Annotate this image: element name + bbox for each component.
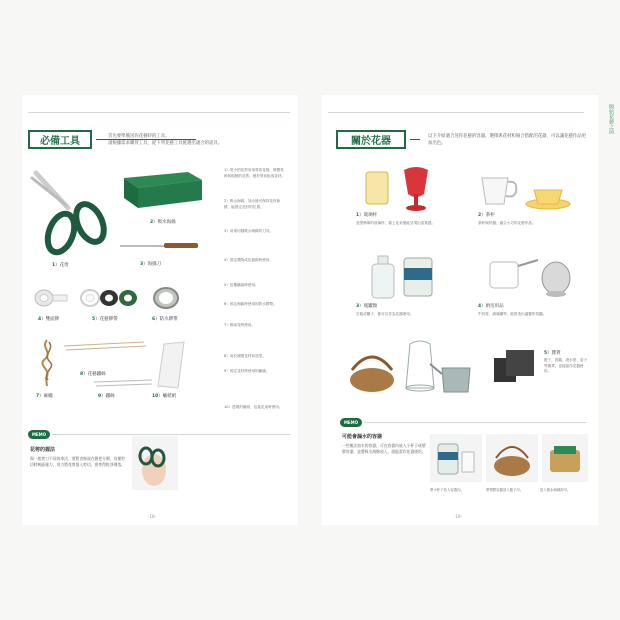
double-sided-tape-illustration (34, 287, 70, 309)
tool-label-6: 6）防水膠帶 (152, 317, 178, 322)
container-note-3: 空瓶或罐子，都可以作為花器使用。 (356, 312, 414, 316)
left-memo-tag: MEMO (28, 430, 50, 439)
tool-label-3: 3）海綿刀 (140, 262, 162, 267)
floral-foam-illustration (118, 168, 206, 210)
tool-label-5: 5）花藝膠帶 (92, 317, 118, 322)
teacups-illustration (478, 170, 574, 214)
tool-label-10: 10）蠟紙紙 (152, 394, 177, 399)
tool-label-7: 7）麻繩 (36, 394, 53, 399)
memo-photo-2 (486, 434, 538, 482)
left-page-number: -18- (148, 514, 156, 519)
tool-note-1: 1）短小的花剪用來剪切花梗，修整枝幹和粗梗的花剪，便於剪切組成花材。 (224, 168, 286, 178)
right-page-number: -19- (454, 514, 462, 519)
tool-label-8: 8）花藝鐵絲 (80, 372, 106, 377)
left-intro-text: 首先要準備送你花藝時的工具。 請根據需求購買工具，從下列花藝工具挑選出適合的道具。 (108, 134, 223, 146)
right-memo-rule (364, 422, 586, 423)
tool-note-10: 10）透明的蠟紙，包裝花束時使用。 (224, 405, 283, 409)
right-section-title: 關於花器 (336, 130, 406, 149)
container-label-3: 3）瓶罐類 (356, 304, 378, 309)
right-section-header (336, 130, 420, 149)
tool-note-4: 4）固定禮物或包裝紙時使用。 (224, 258, 274, 262)
kitchenware-illustration (486, 252, 576, 298)
memo-caption-2: 將塑膠容器放入籃子內。 (486, 488, 524, 492)
left-memo-text: 與一般剪刀不同的拿法，要將食指放在握把分側，這樣剪切時較能施力，用力將花剪插入剪切，會剪得乾淨俐落。 (30, 456, 125, 467)
foam-knife-illustration (120, 240, 200, 252)
floral-tape-illustration (80, 288, 140, 308)
waterproof-tape-illustration (152, 286, 182, 310)
glasses-illustration (360, 164, 436, 216)
hand-holding-scissors-photo (132, 436, 178, 490)
tool-note-3: 3）用來切割吸水海綿的刀具。 (224, 229, 274, 233)
left-memo-rule (52, 434, 290, 435)
right-intro-text: 以下介紹適合送你花藝的容器，選擇與花材和場合搭配的花器，可以讓花藝作品更加出色。 (428, 134, 587, 146)
right-memo-tag: MEMO (340, 418, 362, 427)
container-note-4: 牛奶壺、調味罐等，能營造出溫馨的氛圍。 (478, 312, 547, 316)
right-header-rule (410, 139, 420, 140)
right-memo-text: 一些無法加水的容器，可在容器內放入小杯子或塑膠容器，並將吸水海綿放入，就能當作花器使用。 (342, 443, 426, 454)
container-note-2: 茶杯與杯盤，適合小巧的花藝作品。 (478, 221, 536, 225)
tool-note-7: 7）綁束花時使用。 (224, 323, 256, 327)
container-note-5: 籃子、鳥籠、澆水壺、盒子等雜貨，也能當作花器使用。 (544, 358, 588, 374)
scissors-illustration (28, 163, 110, 258)
container-label-2: 2）茶杯 (478, 213, 495, 218)
sundries-illustration (346, 340, 538, 398)
left-top-rule (28, 112, 290, 113)
container-label-1: 1）玻璃杯 (356, 213, 378, 218)
tool-label-1: 1）花剪 (52, 263, 69, 268)
tool-note-9: 9）固定花材時使用的鐵絲。 (224, 369, 270, 373)
bottles-and-cans-illustration (366, 250, 440, 300)
wax-paper-illustration (156, 342, 186, 390)
floral-wire-illustration (64, 338, 152, 388)
memo-caption-1: 將小杯子放入容器內。 (430, 488, 464, 492)
memo-photo-3 (542, 434, 588, 482)
twine-illustration (36, 338, 58, 388)
tool-note-2: 2）吸水海綿，加水後可保持花材新鮮，能固定花材的位置。 (224, 199, 281, 209)
memo-photo-1 (430, 434, 482, 482)
tool-note-6: 6）固定海綿時使用的防水膠帶。 (224, 302, 277, 306)
side-chapter-title: 開始花藝之前 (608, 104, 614, 134)
container-label-4: 4）廚房用品 (478, 304, 504, 309)
memo-caption-3: 放入吸水海綿即可。 (540, 488, 571, 492)
tool-note-8: 8）用於補強花材和造型。 (224, 354, 266, 358)
tool-label-4: 4）雙面膠 (38, 317, 60, 322)
right-top-rule (328, 112, 584, 113)
left-memo-title: 花剪的握法 (30, 447, 56, 453)
tool-note-5: 5）包覆鐵絲時使用。 (224, 283, 259, 287)
left-section-title: 必備工具 (28, 130, 92, 149)
right-memo-title: 可能會漏水的容器 (342, 434, 383, 440)
tool-label-9: 9）鐵絲 (98, 394, 115, 399)
container-note-1: 造型簡單的玻璃杯，插上花朵便能呈現出清爽感。 (356, 221, 436, 225)
tool-label-2: 2）吸水海綿 (150, 220, 176, 225)
container-label-5: 5）雜貨 (544, 351, 561, 356)
